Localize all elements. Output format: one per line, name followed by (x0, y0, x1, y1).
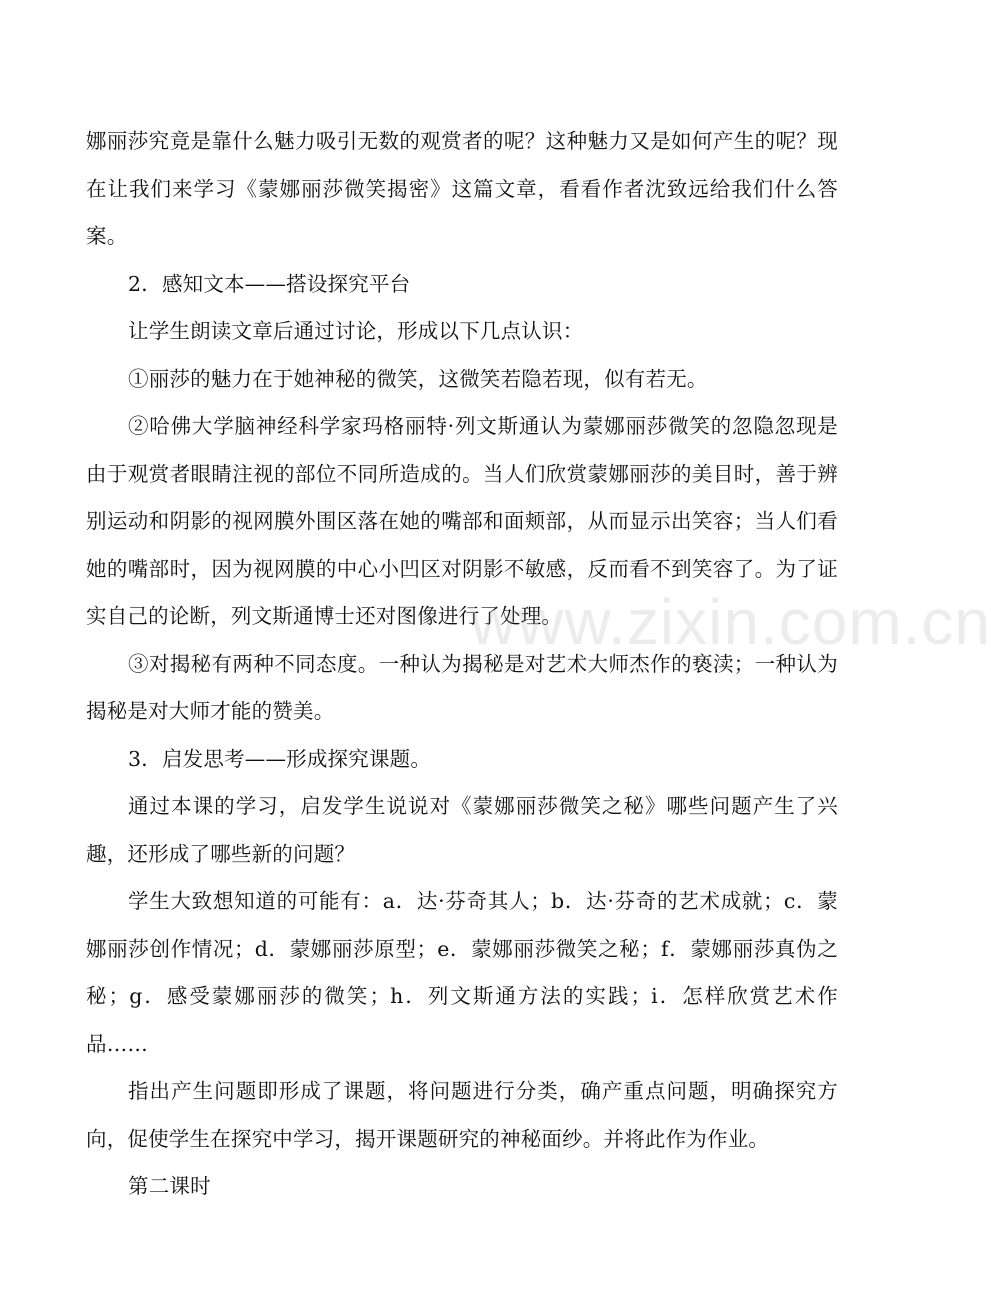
paragraph-intro-continuation: 娜丽莎究竟是靠什么魅力吸引无数的观赏者的呢？这种魅力又是如何产生的呢？现在让我们来学习《蒙娜丽莎微笑揭密》这篇文章，看看作者沈致远给我们什么答案。 (86, 129, 838, 248)
paragraph-point-3: ③对揭秘有两种不同态度。一种认为揭秘是对艺术大师杰作的亵渎；一种认为揭秘是对大师才能的赞美。 (86, 651, 838, 723)
paragraph-student-topics: 学生大致想知道的可能有：a．达·芬奇其人；b．达·芬奇的艺术成就；c．蒙娜丽莎创作情况；d．蒙娜丽莎原型；e．蒙娜丽莎微笑之秘；f．蒙娜丽莎真伪之秘；g．感受蒙娜丽莎的微笑；h．列文斯通方法的实践；i．怎样欣赏艺术作品…… (86, 889, 838, 1056)
paragraph-questions-intro: 通过本课的学习，启发学生说说对《蒙娜丽莎微笑之秘》哪些问题产生了兴趣，还形成了哪些新的问题？ (86, 794, 838, 866)
document-body (86, 118, 838, 1211)
section-heading-perceive-text: 2．感知文本——搭设探究平台 (128, 271, 411, 296)
paragraph-discussion-intro: 让学生朗读文章后通过讨论，形成以下几点认识： (128, 319, 584, 343)
paragraph-homework: 指出产生问题即形成了课题，将问题进行分类，确产重点问题，明确探究方向，促使学生在探究中学习，揭开课题研究的神秘面纱。并将此作为作业。 (86, 1079, 838, 1151)
paragraph-point-2: ②哈佛大学脑神经科学家玛格丽特·列文斯通认为蒙娜丽莎微笑的忽隐忽现是由于观赏者眼睛注视的部位不同所造成的。当人们欣赏蒙娜丽莎的美目时，善于辨别运动和阴影的视网膜外围区落在她的嘴部和面颊部，从而显示出笑容；当人们看她的嘴部时，因为视网膜的中心小凹区对阴影不敏感，反而看不到笑容了。为了证实自己的论断，列文斯通博士还对图像进行了处理。 (86, 414, 838, 628)
watermark-text: www.zixin.com.cn (470, 586, 991, 658)
section-heading-inspire-thinking: 3．启发思考——形成探究课题。 (128, 746, 432, 771)
section-heading-second-lesson: 第二课时 (128, 1174, 211, 1198)
paragraph-point-1: ①丽莎的魅力在于她神秘的微笑，这微笑若隐若现，似有若无。 (128, 366, 708, 391)
